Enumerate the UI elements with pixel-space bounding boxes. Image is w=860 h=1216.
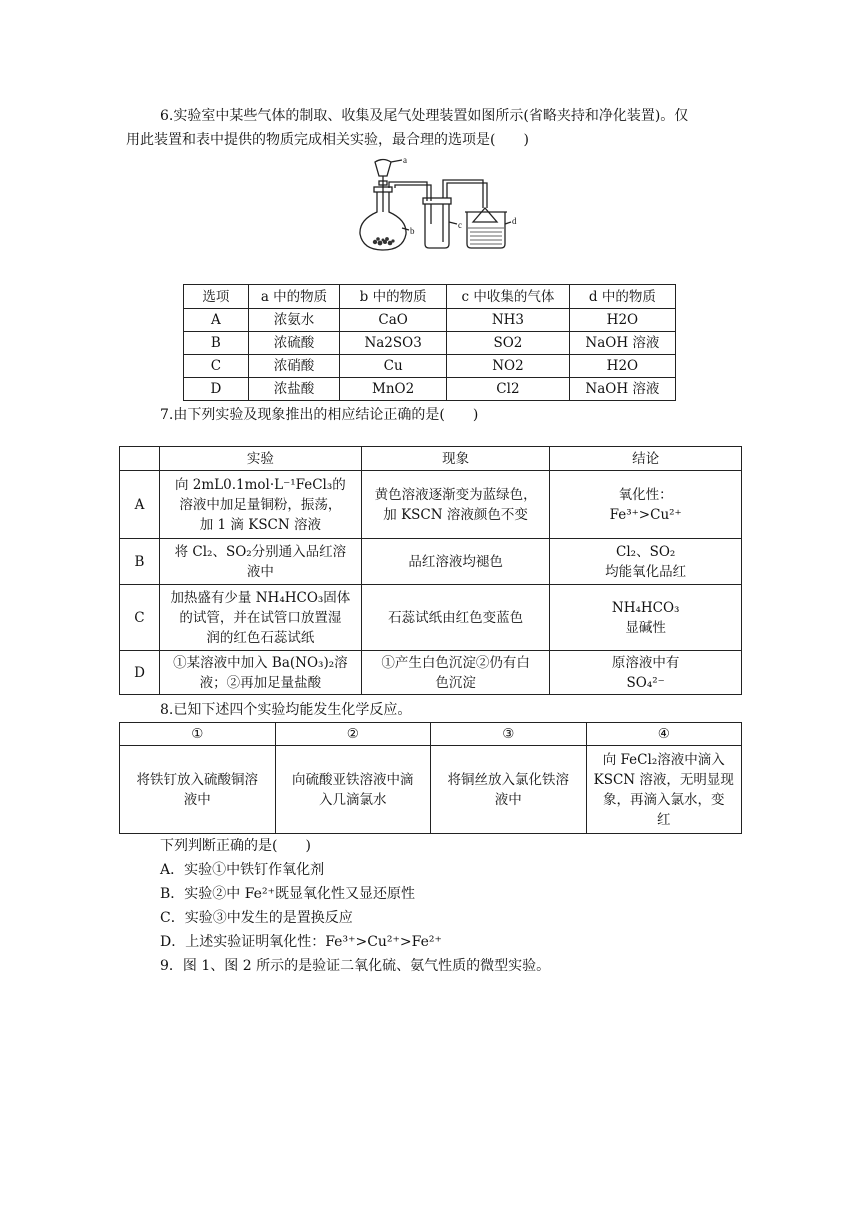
q6-cell: Cu xyxy=(340,355,447,378)
apparatus-figure xyxy=(355,154,530,254)
q7-phen-line: ①产生白色沉淀②仍有白 xyxy=(381,654,530,671)
q7-conc xyxy=(550,471,742,539)
q6-line2: 用此装置和表中提供的物质完成相关实验，最合理的选项是( ) xyxy=(126,132,529,148)
q7-phen-line: 石蕊试纸由红色变蓝色 xyxy=(388,609,524,626)
q7-exp-line: 液中 xyxy=(246,563,274,580)
q7-corner xyxy=(120,447,160,471)
q6-line1: 6.实验室中某些气体的制取、收集及尾气处理装置如图所示(省略夹持和净化装置)。仅 xyxy=(160,108,689,124)
q7-exp xyxy=(159,471,361,539)
q8-cell-line: 入几滴氯水 xyxy=(319,791,387,808)
q6-cell: 浓盐酸 xyxy=(248,378,339,401)
q7-header: 实验 xyxy=(159,447,361,471)
q8-cell-line: KSCN 溶液，无明显现 xyxy=(593,771,734,788)
q8-stem: 8.已知下述四个实验均能发生化学反应。 xyxy=(160,702,412,718)
q8-header: ② xyxy=(275,723,431,746)
q7-phen-line: 色沉淀 xyxy=(435,674,476,691)
q8-cell-line: 将铁钉放入硫酸铜溶 xyxy=(136,771,258,788)
q6-cell: NaOH 溶液 xyxy=(569,378,675,401)
q6-header: d 中的物质 xyxy=(569,285,675,309)
q7-exp-line: 将 Cl₂、SO₂分别通入品红溶 xyxy=(174,543,347,560)
q8-header: ④ xyxy=(586,723,742,746)
q6-cell: SO2 xyxy=(447,332,570,355)
q6-cell: D xyxy=(184,378,249,401)
q7-conc-line: NH₄HCO₃ xyxy=(611,599,680,616)
q7-phen-line: 品红溶液均褪色 xyxy=(408,553,503,570)
q8-cell-line: 向硫酸亚铁溶液中滴 xyxy=(292,771,414,788)
q9-stem: 9．图 1、图 2 所示的是验证二氧化硫、氨气性质的微型实验。 xyxy=(160,958,551,974)
q6-cell: MnO2 xyxy=(340,378,447,401)
q7-exp-line: 液；②再加足量盐酸 xyxy=(199,674,322,691)
q7-phen xyxy=(361,585,550,651)
q7-conc-line: SO₄²⁻ xyxy=(626,674,665,691)
q6-header: b 中的物质 xyxy=(340,285,447,309)
q8-table xyxy=(119,722,742,834)
q6-cell: Na2SO3 xyxy=(340,332,447,355)
q7-row-label: A xyxy=(120,471,160,539)
q6-cell: B xyxy=(184,332,249,355)
q7-exp xyxy=(159,585,361,651)
q6-cell: NH3 xyxy=(447,309,570,332)
q8-cell-line: 将铜丝放入氯化铁溶 xyxy=(447,771,569,788)
q6-cell: NaOH 溶液 xyxy=(569,332,675,355)
q7-exp-line: ①某溶液中加入 Ba(NO₃)₂溶 xyxy=(173,654,348,671)
q6-header: 选项 xyxy=(184,285,249,309)
q7-exp xyxy=(159,651,361,695)
q8-cell xyxy=(431,746,587,834)
q7-exp-line: 向 2mL0.1mol·L⁻¹FeCl₃的 xyxy=(174,476,346,493)
q8-cell xyxy=(275,746,431,834)
q7-exp-line: 加 1 滴 KSCN 溶液 xyxy=(199,516,321,533)
q7-row-label: B xyxy=(120,539,160,585)
q7-phen xyxy=(361,471,550,539)
q8-cell-line: 液中 xyxy=(183,791,211,808)
q7-conc xyxy=(550,651,742,695)
label-c: c xyxy=(458,220,462,230)
q7-conc-line: Fe³⁺>Cu²⁺ xyxy=(609,506,682,523)
q7-conc xyxy=(550,539,742,585)
q7-stem: 7.由下列实验及现象推出的相应结论正确的是( ) xyxy=(160,407,479,423)
q8-header: ③ xyxy=(431,723,587,746)
q6-table xyxy=(183,284,676,401)
q6-cell: Cl2 xyxy=(447,378,570,401)
q7-conc-line: 显碱性 xyxy=(625,619,666,636)
q8-cell-line: 红 xyxy=(657,811,671,828)
q6-cell: NO2 xyxy=(447,355,570,378)
q6-header: a 中的物质 xyxy=(248,285,339,309)
q7-phen xyxy=(361,539,550,585)
q6-cell: H2O xyxy=(569,355,675,378)
q8-option-d: D．上述实验证明氧化性：Fe³⁺>Cu²⁺>Fe²⁺ xyxy=(160,934,442,950)
q7-exp-line: 溶液中加足量铜粉，振荡， xyxy=(179,496,342,513)
q7-conc-line: 氧化性： xyxy=(618,486,673,503)
q8-question: 下列判断正确的是( ) xyxy=(160,838,311,854)
q6-cell: H2O xyxy=(569,309,675,332)
q8-option-b: B．实验②中 Fe²⁺既显氧化性又显还原性 xyxy=(160,886,415,902)
q7-phen-line: 黄色溶液逐渐变为蓝绿色， xyxy=(374,486,537,503)
q7-exp-line: 加热盛有少量 NH₄HCO₃固体 xyxy=(170,589,351,606)
q8-cell-line: 液中 xyxy=(494,791,522,808)
label-b: b xyxy=(410,226,415,236)
q8-option-a: A．实验①中铁钉作氧化剂 xyxy=(160,862,325,878)
q6-header: c 中收集的气体 xyxy=(447,285,570,309)
q7-exp xyxy=(159,539,361,585)
q7-phen-line: 加 KSCN 溶液颜色不变 xyxy=(383,506,528,523)
q7-header: 现象 xyxy=(361,447,550,471)
q6-cell: 浓硝酸 xyxy=(248,355,339,378)
q8-cell-line: 向 FeCl₂溶液中滴入 xyxy=(602,751,725,768)
q8-cell xyxy=(586,746,742,834)
q8-cell xyxy=(120,746,276,834)
q7-phen xyxy=(361,651,550,695)
q6-cell: CaO xyxy=(340,309,447,332)
q7-conc-line: Cl₂、SO₂ xyxy=(616,543,676,560)
q7-header: 结论 xyxy=(550,447,742,471)
label-d: d xyxy=(512,216,517,226)
q8-option-c: C．实验③中发生的是置换反应 xyxy=(160,910,353,926)
q7-table xyxy=(119,446,742,695)
q6-cell: 浓氨水 xyxy=(248,309,339,332)
q7-row-label: C xyxy=(120,585,160,651)
q7-exp-line: 的试管，并在试管口放置湿 xyxy=(179,609,342,626)
q7-exp-line: 润的红色石蕊试纸 xyxy=(206,629,315,646)
q6-cell: A xyxy=(184,309,249,332)
q6-cell: C xyxy=(184,355,249,378)
label-a: a xyxy=(403,155,407,165)
q7-row-label: D xyxy=(120,651,160,695)
q7-conc-line: 原溶液中有 xyxy=(611,654,680,671)
q7-conc-line: 均能氧化品红 xyxy=(605,563,687,580)
q7-conc xyxy=(550,585,742,651)
q8-cell-line: 象，再滴入氯水，变 xyxy=(603,791,725,808)
q6-cell: 浓硫酸 xyxy=(248,332,339,355)
q8-header: ① xyxy=(120,723,276,746)
